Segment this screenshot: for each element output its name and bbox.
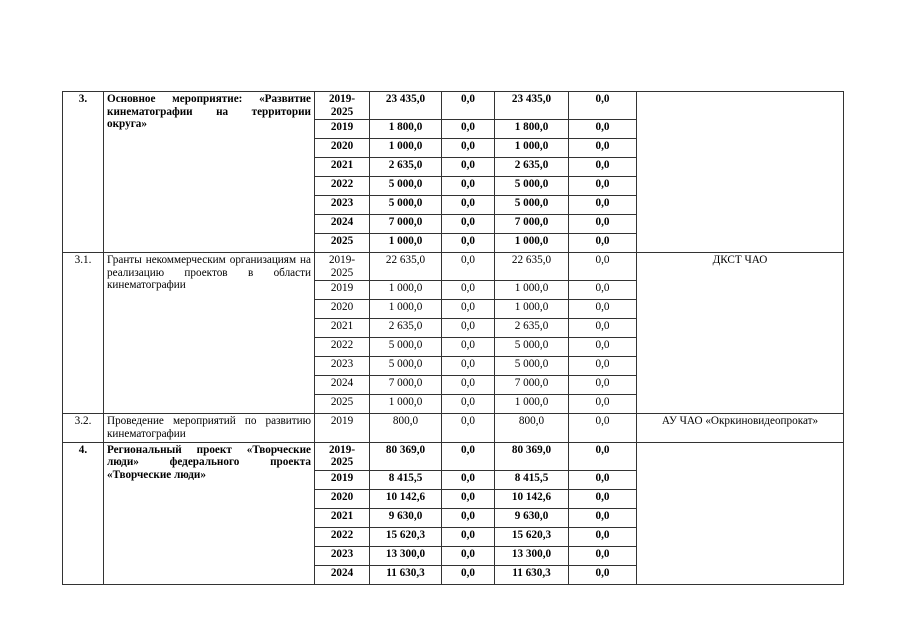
amount-cell-v3: 9 630,0 [495, 508, 569, 527]
amount-cell-v3: 5 000,0 [495, 357, 569, 376]
amount-cell-v1: 5 000,0 [370, 196, 442, 215]
amount-cell-v1: 8 415,5 [370, 470, 442, 489]
amount-cell-v3: 10 142,6 [495, 489, 569, 508]
amount-cell-v2: 0,0 [442, 546, 495, 565]
year-cell: 2023 [315, 357, 370, 376]
amount-cell-v4: 0,0 [569, 508, 637, 527]
amount-cell-v4: 0,0 [569, 92, 637, 120]
amount-cell-v3: 1 000,0 [495, 395, 569, 414]
amount-cell-v3: 800,0 [495, 414, 569, 442]
amount-cell-v3: 23 435,0 [495, 92, 569, 120]
amount-cell-v1: 80 369,0 [370, 442, 442, 470]
amount-cell-v1: 13 300,0 [370, 546, 442, 565]
item-number: 4. [63, 442, 104, 584]
year-cell: 2021 [315, 158, 370, 177]
amount-cell-v3: 5 000,0 [495, 196, 569, 215]
amount-cell-v4: 0,0 [569, 281, 637, 300]
year-cell: 2023 [315, 196, 370, 215]
amount-cell-v1: 800,0 [370, 414, 442, 442]
amount-cell-v2: 0,0 [442, 139, 495, 158]
item-title: Проведение мероприятий по развитию кинематографии [104, 414, 315, 442]
amount-cell-v3: 7 000,0 [495, 376, 569, 395]
year-cell: 2022 [315, 527, 370, 546]
amount-cell-v3: 1 800,0 [495, 120, 569, 139]
amount-cell-v2: 0,0 [442, 120, 495, 139]
table-body [63, 92, 844, 585]
year-cell: 2024 [315, 215, 370, 234]
amount-cell-v2: 0,0 [442, 527, 495, 546]
amount-cell-v2: 0,0 [442, 158, 495, 177]
year-cell: 2019 [315, 470, 370, 489]
year-cell: 2019-2025 [315, 253, 370, 281]
table-row [63, 92, 844, 120]
amount-cell-v4: 0,0 [569, 177, 637, 196]
amount-cell-v3: 15 620,3 [495, 527, 569, 546]
amount-cell-v1: 1 000,0 [370, 139, 442, 158]
year-cell: 2025 [315, 395, 370, 414]
year-cell: 2019 [315, 120, 370, 139]
year-cell: 2024 [315, 565, 370, 584]
amount-cell-v1: 7 000,0 [370, 376, 442, 395]
amount-cell-v2: 0,0 [442, 92, 495, 120]
amount-cell-v4: 0,0 [569, 414, 637, 442]
amount-cell-v4: 0,0 [569, 338, 637, 357]
amount-cell-v1: 9 630,0 [370, 508, 442, 527]
amount-cell-v1: 1 000,0 [370, 281, 442, 300]
amount-cell-v3: 2 635,0 [495, 158, 569, 177]
amount-cell-v1: 5 000,0 [370, 177, 442, 196]
year-cell: 2020 [315, 139, 370, 158]
item-title: Региональный проект «Творческие люди» федерального проекта «Творческие люди» [104, 442, 315, 584]
amount-cell-v4: 0,0 [569, 196, 637, 215]
year-cell: 2022 [315, 338, 370, 357]
amount-cell-v2: 0,0 [442, 470, 495, 489]
amount-cell-v3: 1 000,0 [495, 234, 569, 253]
budget-table [62, 91, 844, 585]
amount-cell-v2: 0,0 [442, 442, 495, 470]
amount-cell-v3: 11 630,3 [495, 565, 569, 584]
table-row [63, 414, 844, 442]
item-title: Основное мероприятие: «Развитие кинематографии на территории округа» [104, 92, 315, 253]
item-number: 3.1. [63, 253, 104, 414]
amount-cell-v4: 0,0 [569, 395, 637, 414]
amount-cell-v1: 10 142,6 [370, 489, 442, 508]
amount-cell-v2: 0,0 [442, 300, 495, 319]
amount-cell-v4: 0,0 [569, 139, 637, 158]
item-number: 3.2. [63, 414, 104, 442]
amount-cell-v4: 0,0 [569, 234, 637, 253]
amount-cell-v3: 22 635,0 [495, 253, 569, 281]
executor-cell: ДКСТ ЧАО [637, 253, 844, 414]
amount-cell-v1: 23 435,0 [370, 92, 442, 120]
amount-cell-v1: 5 000,0 [370, 357, 442, 376]
amount-cell-v2: 0,0 [442, 338, 495, 357]
year-cell: 2025 [315, 234, 370, 253]
amount-cell-v1: 1 000,0 [370, 395, 442, 414]
amount-cell-v2: 0,0 [442, 508, 495, 527]
amount-cell-v1: 1 800,0 [370, 120, 442, 139]
executor-cell [637, 442, 844, 584]
amount-cell-v4: 0,0 [569, 357, 637, 376]
item-number: 3. [63, 92, 104, 253]
amount-cell-v3: 7 000,0 [495, 215, 569, 234]
amount-cell-v2: 0,0 [442, 489, 495, 508]
amount-cell-v4: 0,0 [569, 253, 637, 281]
amount-cell-v4: 0,0 [569, 319, 637, 338]
amount-cell-v3: 1 000,0 [495, 300, 569, 319]
amount-cell-v4: 0,0 [569, 158, 637, 177]
amount-cell-v3: 1 000,0 [495, 139, 569, 158]
item-title: Гранты некоммерческим организациям на реализацию проектов в области кинематографии [104, 253, 315, 414]
year-cell: 2024 [315, 376, 370, 395]
amount-cell-v1: 11 630,3 [370, 565, 442, 584]
amount-cell-v2: 0,0 [442, 565, 495, 584]
amount-cell-v4: 0,0 [569, 120, 637, 139]
amount-cell-v2: 0,0 [442, 357, 495, 376]
year-cell: 2019 [315, 414, 370, 442]
amount-cell-v2: 0,0 [442, 215, 495, 234]
amount-cell-v3: 13 300,0 [495, 546, 569, 565]
amount-cell-v3: 5 000,0 [495, 338, 569, 357]
amount-cell-v1: 5 000,0 [370, 338, 442, 357]
amount-cell-v3: 80 369,0 [495, 442, 569, 470]
amount-cell-v3: 5 000,0 [495, 177, 569, 196]
table-row [63, 442, 844, 470]
amount-cell-v1: 22 635,0 [370, 253, 442, 281]
amount-cell-v2: 0,0 [442, 319, 495, 338]
amount-cell-v3: 1 000,0 [495, 281, 569, 300]
amount-cell-v2: 0,0 [442, 395, 495, 414]
amount-cell-v2: 0,0 [442, 177, 495, 196]
amount-cell-v4: 0,0 [569, 215, 637, 234]
amount-cell-v3: 8 415,5 [495, 470, 569, 489]
amount-cell-v4: 0,0 [569, 489, 637, 508]
amount-cell-v2: 0,0 [442, 196, 495, 215]
table-row [63, 253, 844, 281]
amount-cell-v1: 2 635,0 [370, 319, 442, 338]
amount-cell-v4: 0,0 [569, 565, 637, 584]
amount-cell-v2: 0,0 [442, 376, 495, 395]
year-cell: 2020 [315, 300, 370, 319]
year-cell: 2022 [315, 177, 370, 196]
amount-cell-v4: 0,0 [569, 442, 637, 470]
amount-cell-v4: 0,0 [569, 527, 637, 546]
executor-cell [637, 92, 844, 253]
year-cell: 2021 [315, 508, 370, 527]
year-cell: 2019 [315, 281, 370, 300]
amount-cell-v4: 0,0 [569, 300, 637, 319]
executor-cell: АУ ЧАО «Окркиновидеопрокат» [637, 414, 844, 442]
amount-cell-v1: 2 635,0 [370, 158, 442, 177]
amount-cell-v1: 1 000,0 [370, 234, 442, 253]
amount-cell-v2: 0,0 [442, 234, 495, 253]
year-cell: 2019-2025 [315, 92, 370, 120]
amount-cell-v1: 7 000,0 [370, 215, 442, 234]
year-cell: 2019-2025 [315, 442, 370, 470]
amount-cell-v2: 0,0 [442, 253, 495, 281]
year-cell: 2021 [315, 319, 370, 338]
amount-cell-v3: 2 635,0 [495, 319, 569, 338]
amount-cell-v4: 0,0 [569, 376, 637, 395]
amount-cell-v2: 0,0 [442, 281, 495, 300]
amount-cell-v1: 15 620,3 [370, 527, 442, 546]
year-cell: 2020 [315, 489, 370, 508]
year-cell: 2023 [315, 546, 370, 565]
amount-cell-v2: 0,0 [442, 414, 495, 442]
amount-cell-v4: 0,0 [569, 546, 637, 565]
amount-cell-v1: 1 000,0 [370, 300, 442, 319]
amount-cell-v4: 0,0 [569, 470, 637, 489]
